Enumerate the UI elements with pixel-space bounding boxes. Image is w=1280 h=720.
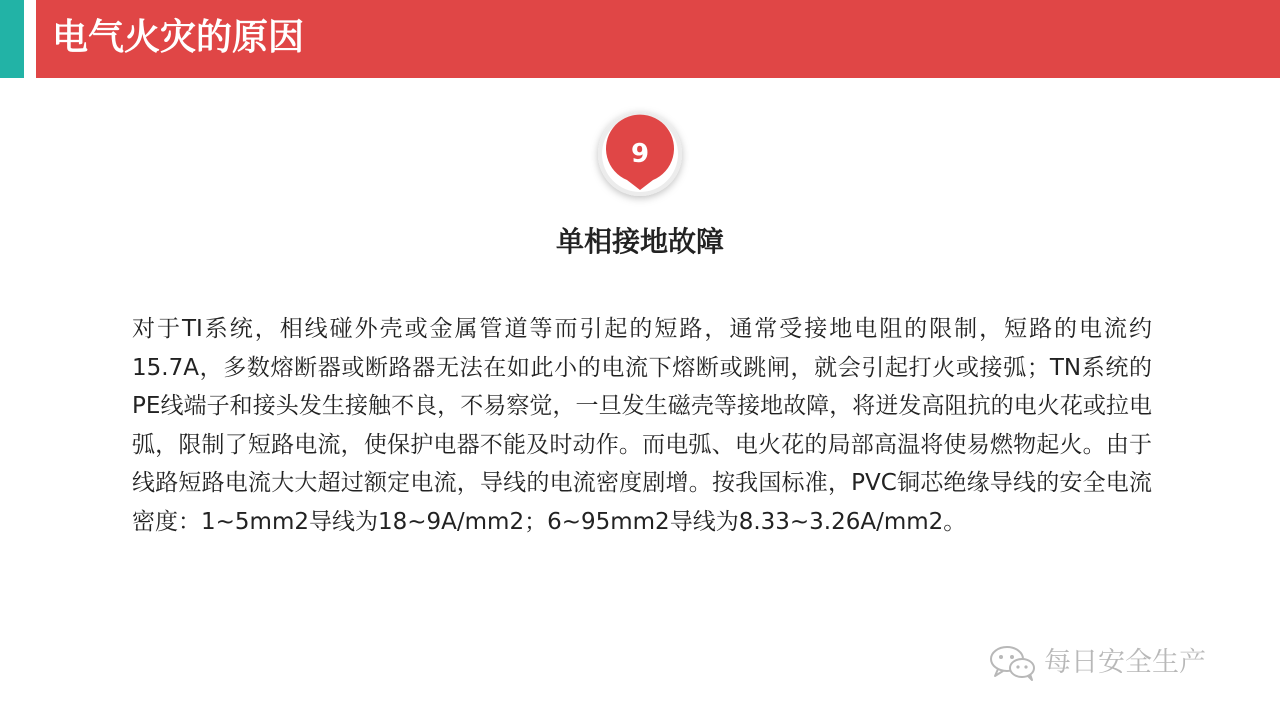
number-badge [590,106,690,216]
header-accent-bar [0,0,24,78]
body-paragraph: 对于TI系统，相线碰外壳或金属管道等而引起的短路，通常受接地电阻的限制，短路的电流约15.7A，多数熔断器或断路器无法在如此小的电流下熔断或跳闸，就会引起打火或接弧；TN系统的PE线端子和接头发生接触不良，不易察觉，一旦发生磁壳等接地故障，将迸发高阻抗的电火花或拉电弧，限制了短路电流，使保护电器不能及时动作。而电弧、电火花的局部高温将使易燃物起火。由于线路短路电流大大超过额定电流，导线的电流密度剧增。按我国标准，PVC铜芯绝缘导线的安全电流密度：1~5mm2导线为18~9A/mm2；6~95mm2导线为8.33~3.26A/mm2。 [132,316,1152,535]
badge-number: 9 [630,139,650,169]
wechat-icon [988,643,1038,683]
page-title: 电气火灾的原因 [52,17,305,58]
section-title: 单相接地故障 [555,225,724,258]
watermark-text: 每日安全生产 [1044,647,1206,678]
watermark [988,643,1206,683]
